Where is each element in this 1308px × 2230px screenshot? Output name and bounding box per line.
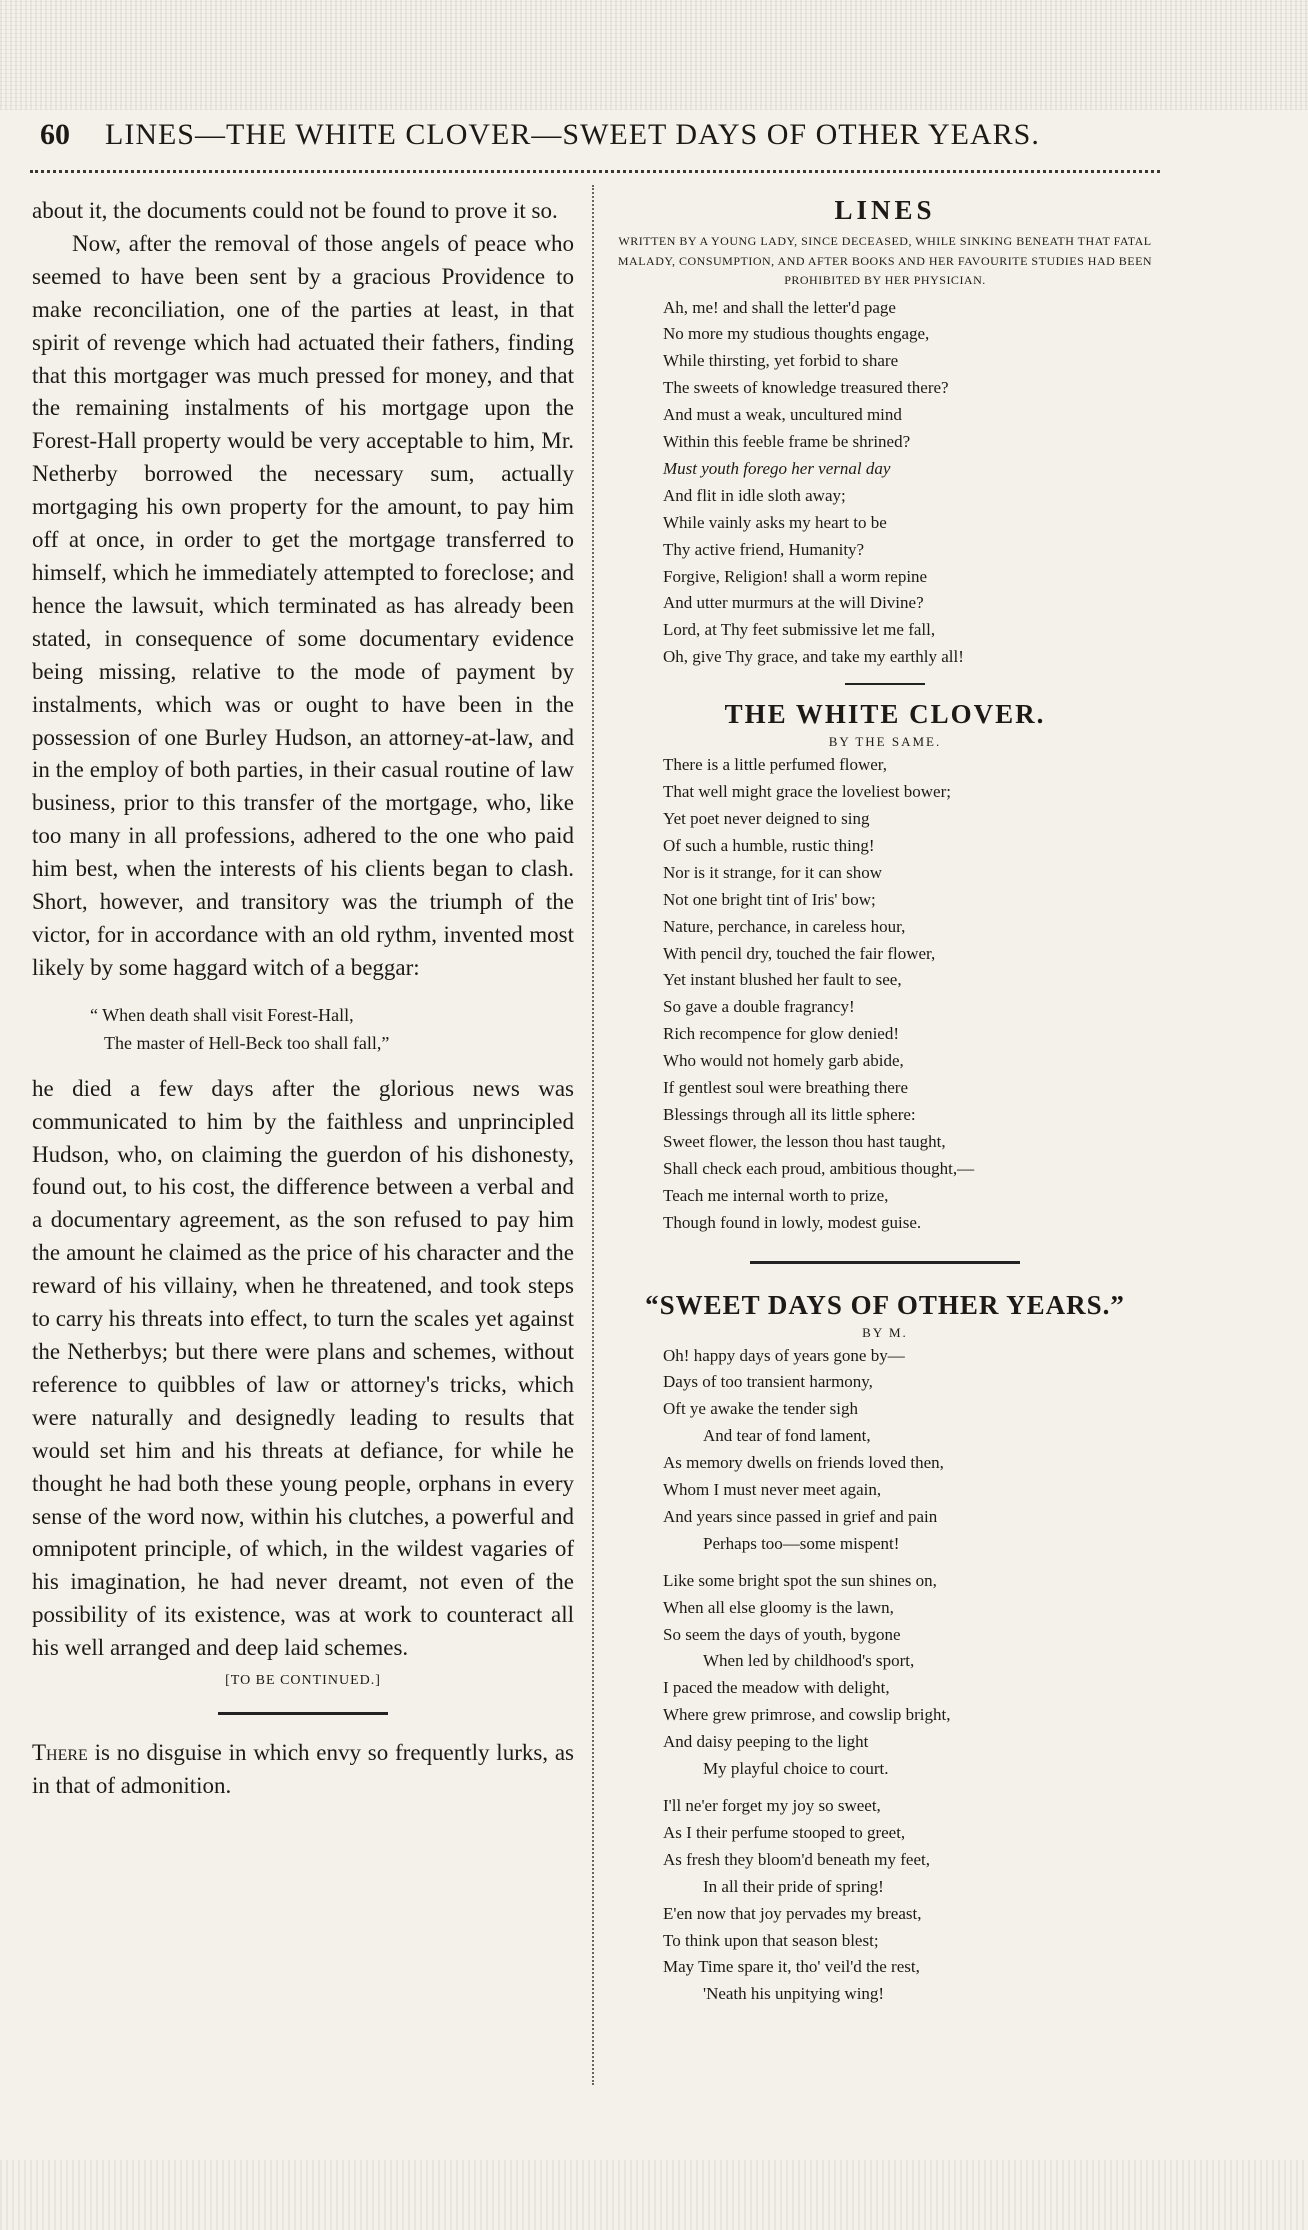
poem-line: Rich recompence for glow denied! (663, 1024, 900, 1044)
paragraph-text: is no disguise in which envy so frequently lurks, as in that of admonition. (32, 1739, 574, 1798)
section-rule (750, 1261, 1020, 1264)
poem-line: Like some bright spot the sun shines on, (663, 1570, 937, 1590)
poem-stanza (663, 752, 1165, 1236)
column-divider (592, 185, 594, 2085)
couplet-line: The master of Hell-Beck too shall fall,” (104, 1032, 390, 1053)
poem-line: Teach me internal worth to prize, (663, 1185, 889, 1205)
poem-line: And years since passed in grief and pain (663, 1506, 938, 1526)
quoted-couplet (90, 1001, 574, 1057)
poem-line: Whom I must never meet again, (663, 1480, 882, 1500)
poem-line: Oft ye awake the tender sigh (663, 1399, 858, 1419)
page-number: 60 (40, 118, 70, 151)
poem-line: With pencil dry, touched the fair flower, (663, 943, 936, 963)
page-header (30, 118, 1160, 162)
section-rule (218, 1712, 388, 1715)
poem-line: If gentlest soul were breathing there (663, 1078, 908, 1098)
poem-stanza (663, 1343, 1165, 1558)
poem-line: There is a little perfumed flower, (663, 755, 888, 775)
poem-title: LINES (834, 195, 936, 225)
poem-line: Where grew primrose, and cowslip bright, (663, 1705, 951, 1725)
poem-line: I paced the meadow with delight, (663, 1678, 890, 1698)
poem-line: Shall check each proud, ambitious thought,— (663, 1158, 975, 1178)
poem-title: THE WHITE CLOVER. (724, 699, 1046, 730)
poem-line: Who would not homely garb abide, (663, 1051, 904, 1071)
couplet-line: “ When death shall visit Forest-Hall, (90, 1004, 354, 1025)
poem-line: And daisy peeping to the light (663, 1732, 869, 1752)
poem-line: And flit in idle sloth away; (663, 485, 846, 505)
poem-line: Ah, me! and shall the letter'd page (663, 297, 896, 317)
poem-line: To think upon that season blest; (663, 1930, 879, 1950)
poem-body (605, 1343, 1165, 2009)
poem-line: Oh, give Thy grace, and take my earthly all! (663, 647, 964, 667)
left-column (32, 195, 574, 1803)
poem-line: Lord, at Thy feet submissive let me fall, (663, 620, 936, 640)
poem-title: “SWEET DAYS OF OTHER YEARS.” (645, 1289, 1125, 1320)
poem-line: And must a weak, uncultured mind (663, 405, 902, 425)
poem-line: No more my studious thoughts engage, (663, 324, 930, 344)
poem-stanza (663, 1793, 1165, 2008)
poem-line: Of such a humble, rustic thing! (663, 835, 875, 855)
paragraph: he died a few days after the glorious news was communicated to him by the faithless and unprincipled Hudson, who, on claiming the guerdon of his dishonesty, found out, to his cost, the difference between a verbal and a documentary agreement, as the son refused to pay him the amount he claimed as the price of his character and the reward of his villainy, when he threatened, and took steps to carry his threats into effect, to turn the scales yet against the Netherbys; but there were plans and schemes, without reference to quibbles of law or attorney's tricks, which were naturally and designedly leading to results that would set him and his threats at defiance, for while he thought he had both these young people, orphans in every sense of the word now, within his clutches, a powerful and omnipotent principle, of which, in the wildest vagaries of his imagination, he had never dreamt, not even of the possibility of its existence, was at work to counteract all his well arranged and deep laid schemes. (32, 1075, 574, 1661)
poem-line: That well might grace the loveliest bower; (663, 782, 951, 802)
poem-line: So seem the days of youth, bygone (663, 1624, 901, 1644)
scan-noise-bottom (0, 2160, 1308, 2230)
poem-line: Perhaps too—some mispent! (703, 1533, 900, 1553)
poem-line: Blessings through all its little sphere: (663, 1104, 916, 1124)
paragraph-admonition (32, 1737, 574, 1803)
poem-byline: BY THE SAME. (828, 734, 942, 750)
poem-line: Yet instant blushed her fault to see, (663, 970, 902, 990)
poem-line: May Time spare it, tho' veil'd the rest, (663, 1957, 920, 1977)
poem-line: Thy active friend, Humanity? (663, 539, 865, 559)
poem-line: Not one bright tint of Iris' bow; (663, 889, 876, 909)
poem-line: Nature, perchance, in careless hour, (663, 916, 906, 936)
poem-line: E'en now that joy pervades my breast, (663, 1903, 922, 1923)
poem-line: While vainly asks my heart to be (663, 512, 887, 532)
to-be-continued: [TO BE CONTINUED.] (225, 1673, 381, 1689)
poem-line: My playful choice to court. (703, 1759, 889, 1779)
poem-line: So gave a double fragrancy! (663, 997, 855, 1017)
scan-noise-top (0, 0, 1308, 110)
poem-line: Must youth forego her vernal day (663, 458, 891, 478)
poem-line: As fresh they bloom'd beneath my feet, (663, 1849, 930, 1869)
poem-line: Yet poet never deigned to sing (663, 809, 870, 828)
poem-line: Within this feeble frame be shrined? (663, 432, 911, 452)
poem-line: As I their perfume stooped to greet, (663, 1822, 906, 1842)
poem-stanza (663, 1568, 1165, 1783)
poem-line: Though found in lowly, modest guise. (663, 1212, 922, 1232)
poem-line: In all their pride of spring! (703, 1876, 884, 1896)
poem-line: 'Neath his unpitying wing! (703, 1984, 885, 2004)
poem-line: Forgive, Religion! shall a worm repine (663, 566, 928, 586)
poem-byline: BY M. (862, 1324, 908, 1340)
poem-line: As memory dwells on friends loved then, (663, 1453, 944, 1473)
poem-line: I'll ne'er forget my joy so sweet, (663, 1796, 881, 1815)
running-head: LINES—THE WHITE CLOVER—SWEET DAYS OF OTHER YEARS. (105, 118, 1040, 151)
lead-word: There (32, 1739, 88, 1765)
section-rule (845, 683, 925, 685)
poem-stanza (663, 295, 1165, 672)
poem-line: The sweets of knowledge treasured there? (663, 378, 949, 398)
poem-line: And utter murmurs at the will Divine? (663, 593, 924, 613)
poem-subtitle: WRITTEN BY A YOUNG LADY, SINCE DECEASED, WHILE SINKING BENEATH THAT FATAL MALADY, CONSUMPTION, AND AFTER BOOKS AND HER FAVOURITE STUDIES HAD BEEN PROHIBITED BY HER PHYSICIAN. (617, 234, 1153, 287)
paragraph: about it, the documents could not be found to prove it so. (32, 198, 558, 223)
poem-line: While thirsting, yet forbid to share (663, 351, 899, 371)
right-column (605, 195, 1165, 2008)
poem-line: Oh! happy days of years gone by— (663, 1345, 905, 1365)
poem-line: Nor is it strange, for it can show (663, 862, 883, 882)
poem-line: When all else gloomy is the lawn, (663, 1597, 894, 1617)
poem-line: Days of too transient harmony, (663, 1372, 873, 1392)
poem-line: When led by childhood's sport, (703, 1651, 915, 1671)
poem-line: Sweet flower, the lesson thou hast taught, (663, 1131, 946, 1151)
header-rule (30, 170, 1160, 173)
poem-line: And tear of fond lament, (703, 1426, 871, 1446)
paragraph: Now, after the removal of those angels of peace who seemed to have been sent by a gracious Providence to make reconciliation, one of the parties at least, in that spirit of revenge which had actuated their fathers, finding that this mortgager was much pressed for money, and that the remaining instalments of his mortgage upon the Forest-Hall property would be very acceptable to him, Mr. Netherby borrowed the necessary sum, actually mortgaging his own property for the amount, to pay him off at once, in order to get the mortgage transferred to himself, which he immediately attempted to foreclose; and hence the lawsuit, which terminated as has already been stated, in consequence of some documentary evidence being missing, relative to the mode of payment by instalments, which was or ought to have been in the possession of one Burley Hudson, an attorney-at-law, and in the employ of both parties, in their casual routine of law business, prior to this transfer of the mortgage, who, like too many in all professions, adhered to the one who paid him best, when the interests of his clients began to clash. Short, however, and transitory was the triumph of the victor, for in accordance with an old rythm, invented most likely by some haggard witch of a beggar: (32, 230, 574, 980)
